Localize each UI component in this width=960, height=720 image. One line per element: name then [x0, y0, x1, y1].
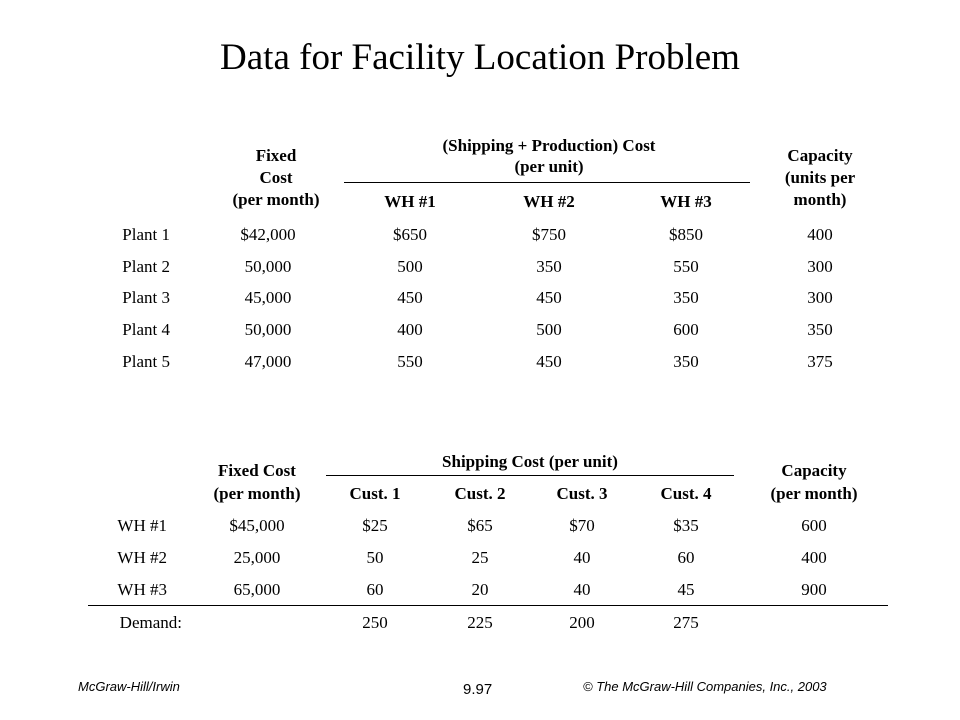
- fixed-cost-cell: $45,000: [229, 516, 285, 535]
- t2-group-rule: [326, 475, 734, 476]
- demand-cell: 225: [467, 613, 493, 632]
- capacity-cell: 400: [801, 548, 827, 567]
- cost-cell: 450: [536, 352, 562, 371]
- t2-header-group: Shipping Cost (per unit): [442, 452, 618, 471]
- cost-cell: 450: [397, 288, 423, 307]
- t2-header-fixed-line1: Fixed Cost: [218, 461, 296, 480]
- cost-cell: 450: [536, 288, 562, 307]
- cost-cell: $65: [467, 516, 493, 535]
- cost-cell: 20: [471, 580, 489, 599]
- capacity-cell: 400: [807, 225, 833, 244]
- row-label: Plant 3: [122, 288, 170, 307]
- cost-cell: 400: [397, 320, 423, 339]
- cost-cell: 60: [677, 548, 695, 567]
- t1-header-capacity-line1: Capacity: [787, 146, 853, 165]
- t1-header-fixed-line1: Fixed: [255, 146, 297, 165]
- t1-header-capacity-line2: (units per: [784, 168, 856, 187]
- demand-cell: 275: [673, 613, 699, 632]
- row-label: Plant 2: [122, 257, 170, 276]
- demand-label: Demand:: [119, 613, 182, 632]
- cost-cell: 60: [366, 580, 384, 599]
- t2-col-cust2: Cust. 2: [454, 484, 506, 503]
- t2-header-capacity-line1: Capacity: [781, 461, 847, 480]
- fixed-cost-cell: 25,000: [233, 548, 281, 567]
- row-label: WH #1: [117, 516, 167, 535]
- t1-col-wh1: WH #1: [384, 192, 436, 211]
- t1-header-group-line2: (per unit): [514, 157, 584, 176]
- fixed-cost-cell: 50,000: [244, 257, 292, 276]
- cost-cell: 600: [673, 320, 699, 339]
- cost-cell: $650: [393, 225, 427, 244]
- cost-cell: $750: [532, 225, 566, 244]
- cost-cell: $25: [362, 516, 388, 535]
- cost-cell: 45: [677, 580, 695, 599]
- cost-cell: $35: [673, 516, 699, 535]
- capacity-cell: 600: [801, 516, 827, 535]
- cost-cell: $70: [569, 516, 595, 535]
- t1-header-fixed-line3: (per month): [232, 190, 320, 209]
- t1-col-wh2: WH #2: [523, 192, 575, 211]
- cost-cell: 350: [673, 288, 699, 307]
- cost-cell: 500: [536, 320, 562, 339]
- t2-col-cust3: Cust. 3: [556, 484, 608, 503]
- cost-cell: 40: [573, 580, 591, 599]
- t1-header-group-line1: (Shipping + Production) Cost: [442, 136, 656, 155]
- capacity-cell: 375: [807, 352, 833, 371]
- capacity-cell: 300: [807, 257, 833, 276]
- demand-rule: [88, 605, 888, 606]
- t2-col-cust1: Cust. 1: [349, 484, 401, 503]
- t2-header-fixed-line2: (per month): [213, 484, 301, 503]
- cost-cell: 350: [536, 257, 562, 276]
- capacity-cell: 350: [807, 320, 833, 339]
- cost-cell: 50: [366, 548, 384, 567]
- cost-cell: $850: [669, 225, 703, 244]
- fixed-cost-cell: 47,000: [244, 352, 292, 371]
- capacity-cell: 300: [807, 288, 833, 307]
- fixed-cost-cell: 45,000: [244, 288, 292, 307]
- t1-group-rule: [344, 182, 750, 183]
- slide-title: Data for Facility Location Problem: [220, 37, 740, 78]
- row-label: Plant 1: [122, 225, 170, 244]
- t1-header-capacity-line3: month): [793, 190, 847, 209]
- cost-cell: 350: [673, 352, 699, 371]
- t1-col-wh3: WH #3: [660, 192, 712, 211]
- footer-copyright: © The McGraw-Hill Companies, Inc., 2003: [583, 679, 827, 694]
- row-label: Plant 5: [122, 352, 170, 371]
- row-label: WH #2: [117, 548, 167, 567]
- fixed-cost-cell: $42,000: [240, 225, 296, 244]
- t2-header-capacity-line2: (per month): [770, 484, 858, 503]
- fixed-cost-cell: 65,000: [233, 580, 281, 599]
- footer-publisher: McGraw-Hill/Irwin: [78, 679, 180, 694]
- cost-cell: 550: [673, 257, 699, 276]
- footer-page-number: 9.97: [463, 681, 493, 698]
- cost-cell: 25: [471, 548, 489, 567]
- demand-cell: 200: [569, 613, 595, 632]
- row-label: WH #3: [117, 580, 167, 599]
- demand-cell: 250: [362, 613, 388, 632]
- cost-cell: 500: [397, 257, 423, 276]
- cost-cell: 550: [397, 352, 423, 371]
- fixed-cost-cell: 50,000: [244, 320, 292, 339]
- capacity-cell: 900: [801, 580, 827, 599]
- row-label: Plant 4: [122, 320, 170, 339]
- cost-cell: 40: [573, 548, 591, 567]
- t2-col-cust4: Cust. 4: [660, 484, 712, 503]
- t1-header-fixed-line2: Cost: [259, 168, 293, 187]
